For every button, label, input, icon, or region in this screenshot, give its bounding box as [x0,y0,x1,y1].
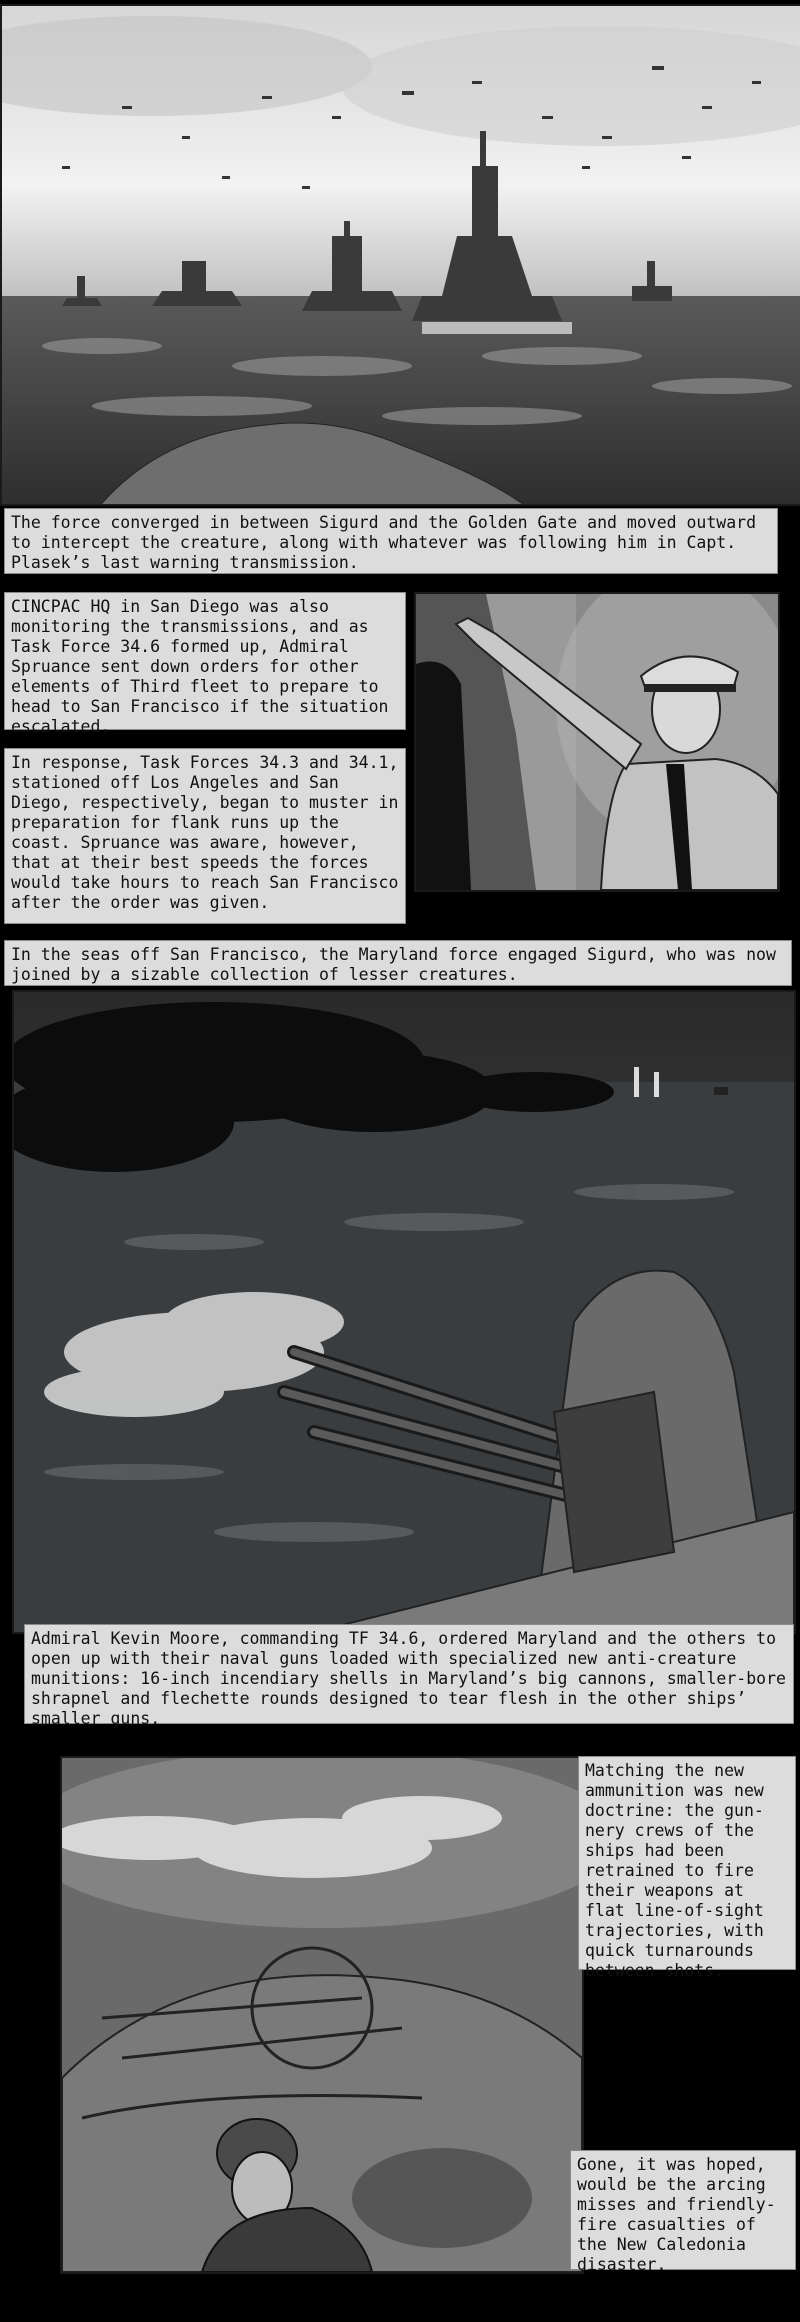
officer-illustration [416,594,778,890]
caption-new-doctrine: Matching the new ammunition was new doctrine: the gun-nery crews of the ships had been retrained to fire their weapons at flat line-of-sight trajectories, with quick turnarounds between shots. [578,1756,796,1970]
caption-cincpac-hq: CINCPAC HQ in San Diego was also monitoring the transmissions, and as Task Force 34.6 formed up, Admiral Spruance sent down orders for other elements of Third fleet to prepare to head to San Francisco if the situation escalated. [4,592,406,730]
caption-force-converged: The force converged in between Sigurd and the Golden Gate and moved outward to intercept the creature, along with whatever was following him in Capt. Plasek’s last warning transmission. [4,508,778,574]
panel-officer-pointing [414,592,780,892]
caption-admiral-moore: Admiral Kevin Moore, commanding TF 34.6, ordered Maryland and the others to open up with their naval guns loaded with specialized new anti-creature munitions: 16-inch incendiary shells in Maryland’s big cannons, smaller-bore shrapnel and flechette rounds designed to tear flesh in the other ships’ smaller guns. [24,1624,794,1724]
caption-seas-off-sf: In the seas off San Francisco, the Maryland force engaged Sigurd, who was now joined by a sizable collection of lesser creatures. [4,940,792,986]
panel-battleship-firing [12,990,796,1634]
panel-gunnery-crew [60,1756,584,2274]
caption-task-forces-response: In response, Task Forces 34.3 and 34.1, stationed off Los Angeles and San Diego, respectively, began to muster in preparation for flank runs up the coast. Spruance was aware, however, that at their best speeds the forces would take hours to reach San Francisco after the order was given. [4,748,406,924]
gunnery-illustration [62,1758,582,2272]
battleship-illustration [14,992,794,1632]
caption-gone-it-was-hoped: Gone, it was hoped, would be the arcing misses and friendly-fire casualties of the New Caledonia disaster. [570,2150,796,2270]
fleet-illustration [2,6,800,504]
panel-fleet-at-sea [0,4,800,506]
